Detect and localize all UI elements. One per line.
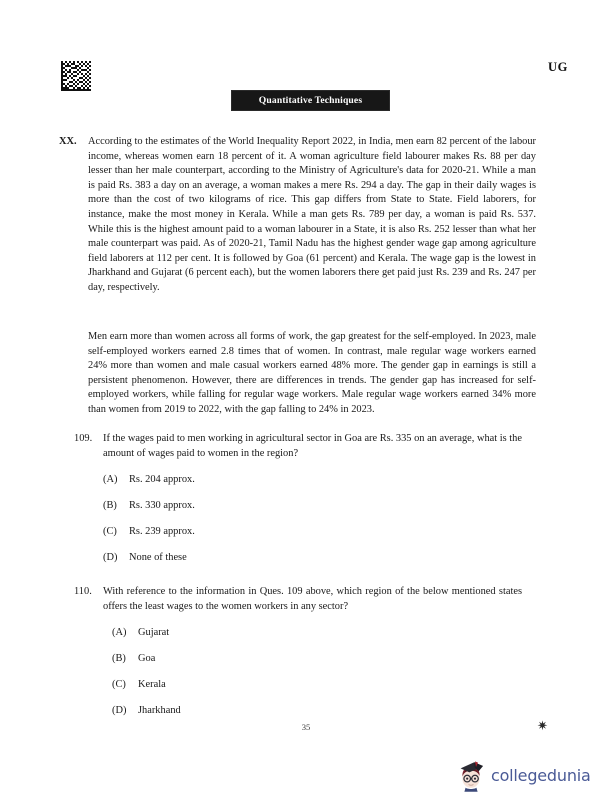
question-text: With reference to the information in Ques. 109 above, which region of the below mentioned states offers the least wages to the women workers in any sector? <box>103 586 522 612</box>
option-key: (D) <box>112 705 127 717</box>
question-110 <box>74 585 522 731</box>
option-109-c[interactable] <box>103 525 522 540</box>
passage-marker: XX. <box>59 136 77 147</box>
passage-paragraph-1: According to the estimates of the World Inequality Report 2022, in India, men earn 82 percent of the labour income, whereas women earn 18 percent of it. A woman agriculture field labourer makes Rs. 88 per day lesser than her male counterpart, according to the Ministry of Agriculture's data for 2020-21. While a man is paid Rs. 383 a day on an average, a woman makes a mere Rs. 294 a day. The gap in their daily wages is more than the cost of two kilograms of rice. This gap differs from State to State. Field laborers, for instance, make the most money in Kerala. While a man gets Rs. 789 per day, a woman is paid Rs. 537. While this is the highest amount paid to a woman labourer in a State, it is also Rs. 252 lesser than what her male counterpart was paid. As of 2020-21, Tamil Nadu has the highest gender wage gap among agriculture field laborers at 112 per cent. It is followed by Goa (61 percent) and Kerala. The wage gap is the lowest in Jharkhand and Gujarat (6 percent each), but the women laborers there get paid just Rs. 239 and Rs. 247 per day, respectively. <box>88 136 536 293</box>
datamatrix-barcode-icon <box>59 59 93 93</box>
option-value: None of these <box>129 552 187 564</box>
question-109 <box>74 432 522 578</box>
option-key: (C) <box>103 526 117 538</box>
option-110-a[interactable] <box>112 626 522 641</box>
option-109-a[interactable] <box>103 473 522 488</box>
option-value: Gujarat <box>138 627 170 639</box>
option-value: Goa <box>138 653 156 665</box>
question-number: 109. <box>74 433 93 444</box>
asterisk-end-mark: ✷ <box>537 718 548 733</box>
question-text: If the wages paid to men working in agricultural sector in Goa are Rs. 335 on an average, what is the amount of wages paid to women in the region? <box>103 433 522 459</box>
option-list-110 <box>74 626 522 719</box>
option-value: Rs. 204 approx. <box>129 474 195 486</box>
collegedunia-brand-text: collegedunia <box>491 765 591 785</box>
option-key: (B) <box>112 653 126 665</box>
option-key: (C) <box>112 679 126 691</box>
option-list-109 <box>74 473 522 566</box>
option-109-b[interactable] <box>103 499 522 514</box>
option-key: (B) <box>103 500 117 512</box>
passage-body <box>88 135 536 296</box>
option-109-d[interactable] <box>103 551 522 566</box>
option-110-b[interactable] <box>112 652 522 667</box>
option-value: Rs. 239 approx. <box>129 526 195 538</box>
section-title-text: Quantitative Techniques <box>258 95 363 106</box>
page-number: 35 <box>301 722 311 732</box>
option-value: Rs. 330 approx. <box>129 500 195 512</box>
program-level-label: UG <box>548 60 568 74</box>
option-key: (A) <box>103 474 118 486</box>
passage-paragraph-2: Men earn more than women across all forms of work, the gap greatest for the self-employed. In 2023, male self-employed workers earned 2.8 times that of women. In contrast, male regular wage workers earned 24% more than women and male casual workers earned 48% more. The gender gap in earnings is still a persistent phenomenon. However, there are differences in trends. The gender gap has increased for self-employed workers, while falling for regular wage workers. Male regular wage workers earned 34% more than women from 2019 to 2022, with the gap falling to 24% in 2023. <box>88 331 536 415</box>
collegedunia-watermark <box>454 758 591 792</box>
option-110-c[interactable] <box>112 678 522 693</box>
option-value: Jharkhand <box>138 705 181 717</box>
section-title-banner <box>231 90 390 111</box>
option-110-d[interactable] <box>112 704 522 719</box>
question-number: 110. <box>74 586 92 597</box>
option-key: (D) <box>103 552 118 564</box>
option-key: (A) <box>112 627 127 639</box>
graduate-mascot-icon <box>454 758 488 792</box>
option-value: Kerala <box>138 679 166 691</box>
passage-block <box>58 135 536 296</box>
